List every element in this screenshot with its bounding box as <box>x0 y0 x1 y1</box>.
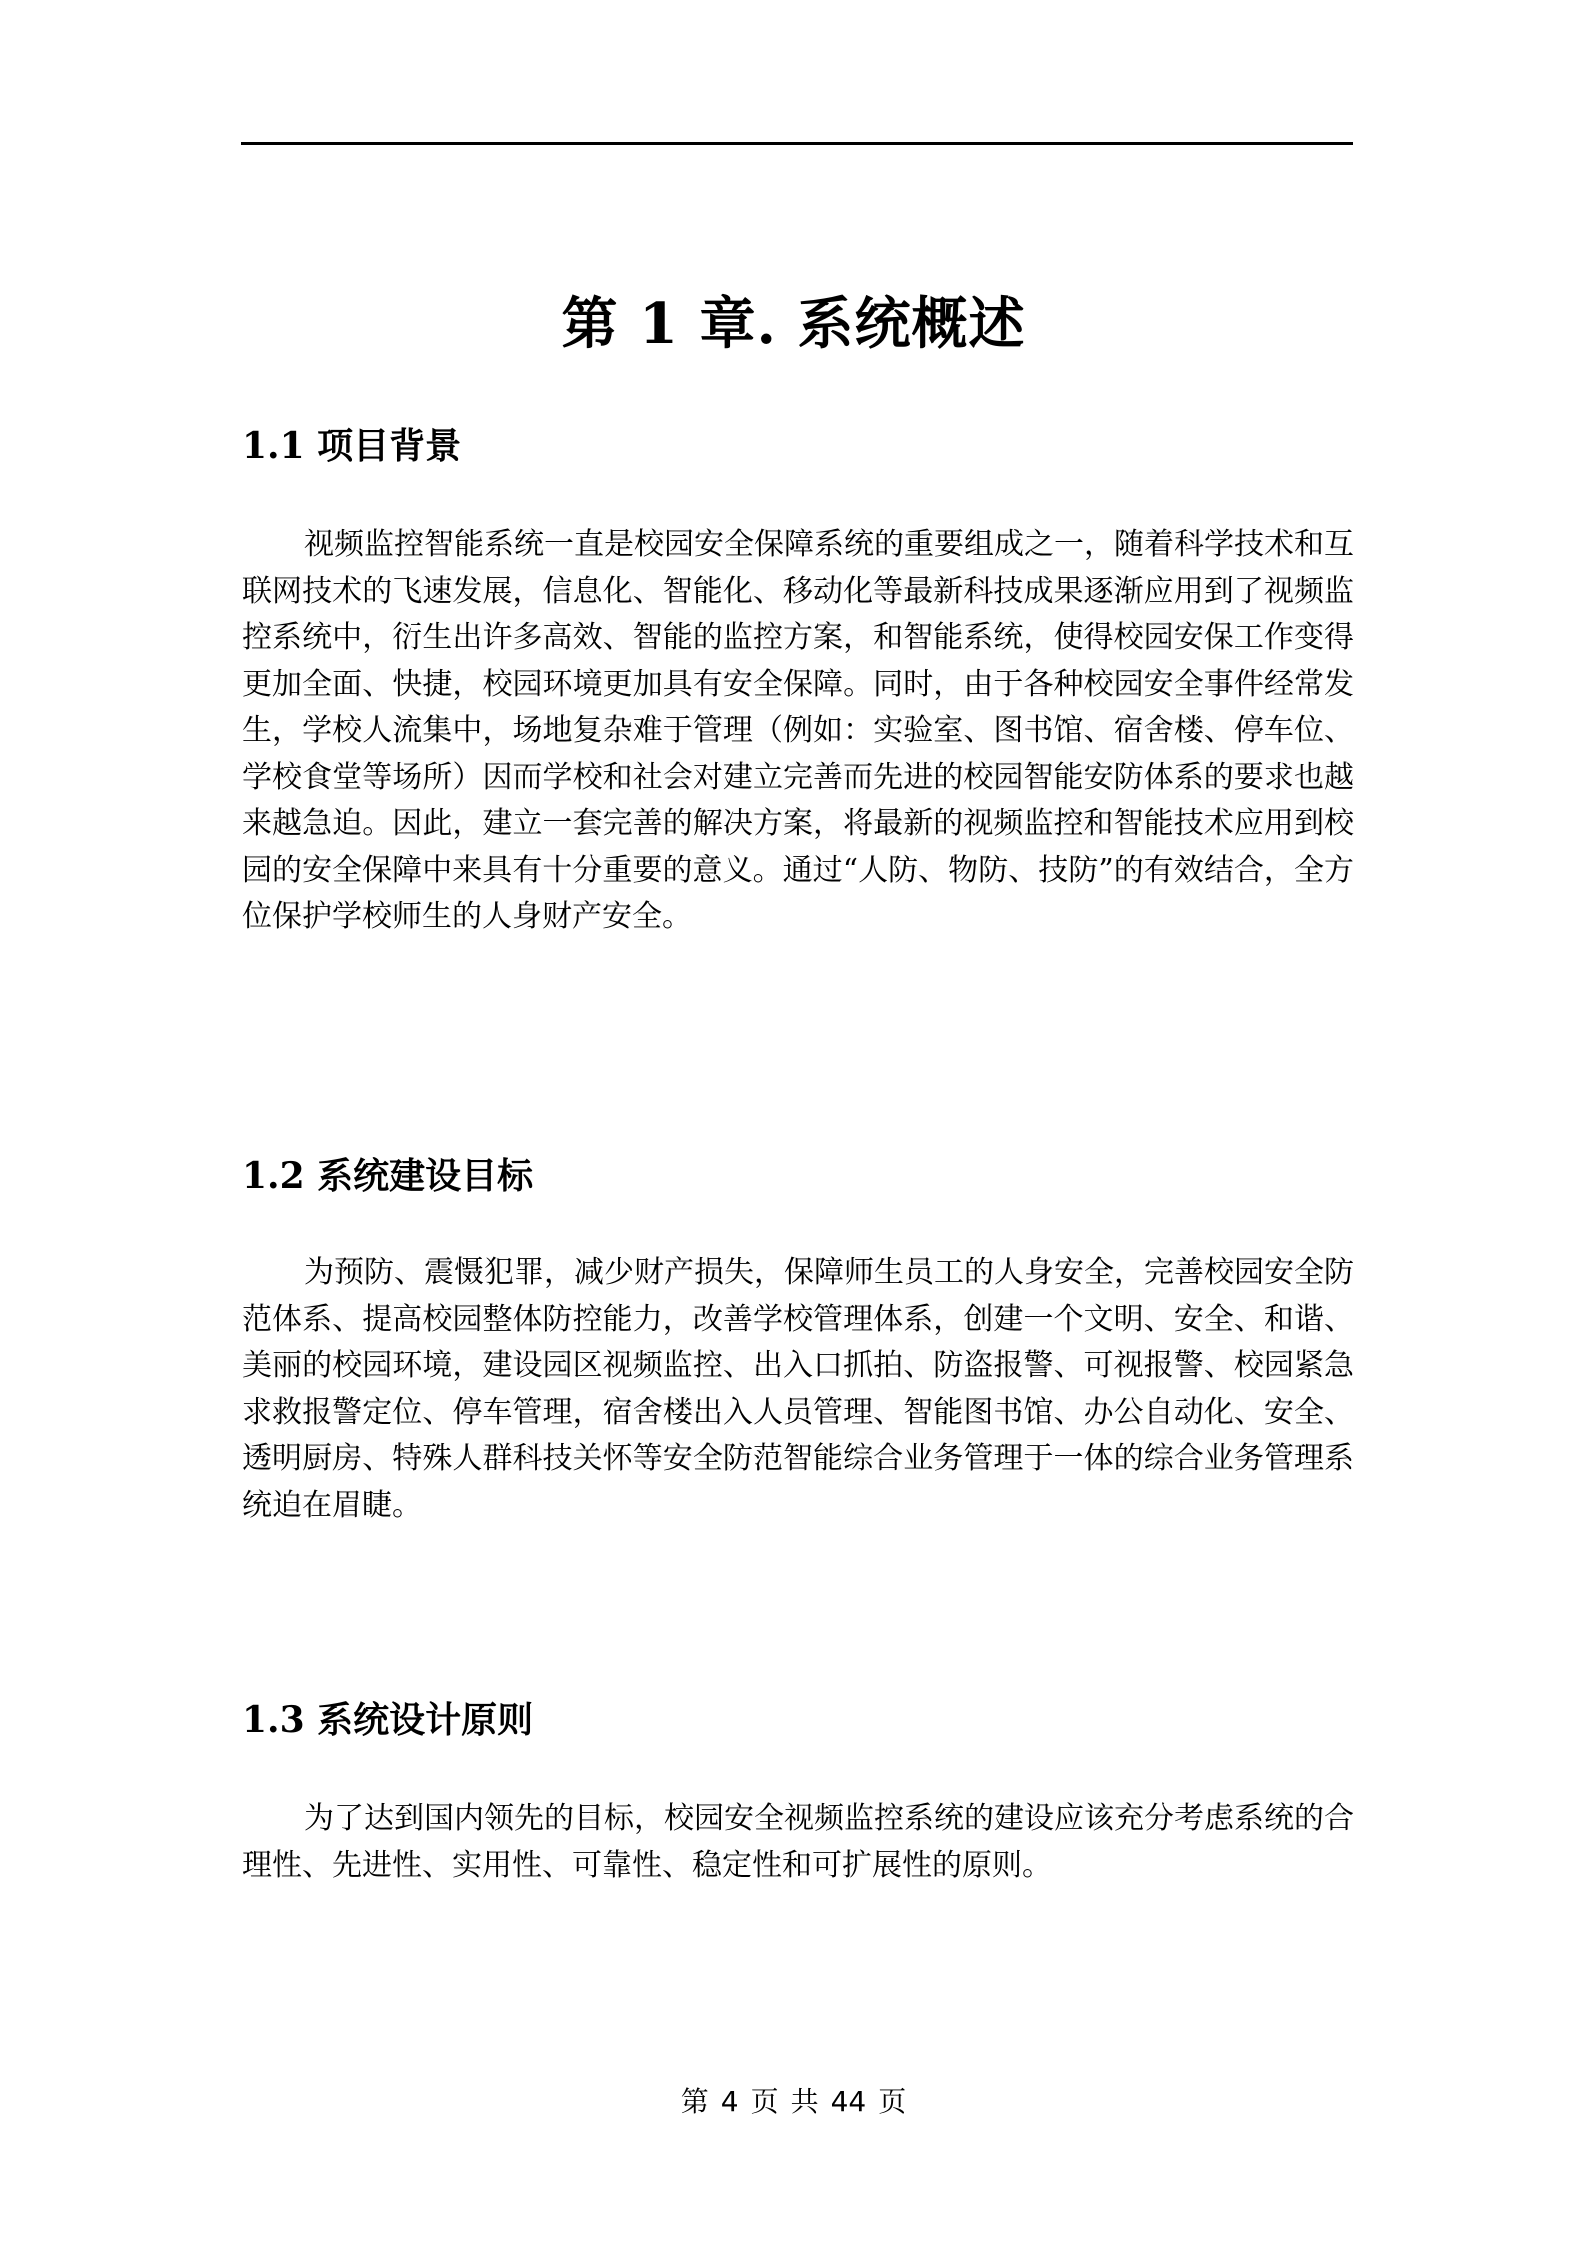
section-paragraph-1-1: 视频监控智能系统一直是校园安全保障系统的重要组成之一，随着科学技术和互联网技术的飞速发展，信息化、智能化、移动化等最新科技成果逐渐应用到了视频监控系统中，衍生出许多高效、智能的监控方案，和智能系统，使得校园安保工作变得更加全面、快捷，校园环境更加具有安全保障。同时，由于各种校园安全事件经常发生，学校人流集中，场地复杂难于管理（例如：实验室、图书馆、宿舍楼、停车位、学校食堂等场所）因而学校和社会对建立完善而先进的校园智能安防体系的要求也越来越急迫。因此，建立一套完善的解决方案，将最新的视频监控和智能技术应用到校园的安全保障中来具有十分重要的意义。通过“人防、物防、技防”的有效结合，全方位保护学校师生的人身财产安全。 <box>242 527 1354 934</box>
section-paragraph-1-2: 为预防、震慑犯罪，减少财产损失，保障师生员工的人身安全，完善校园安全防范体系、提高校园整体防控能力，改善学校管理体系，创建一个文明、安全、和谐、美丽的校园环境，建设园区视频监控、出入口抓拍、防盗报警、可视报警、校园紧急求救报警定位、停车管理，宿舍楼出入人员管理、智能图书馆、办公自动化、安全、透明厨房、特殊人群科技关怀等安全防范智能综合业务管理于一体的综合业务管理系统迫在眉睫。 <box>242 1255 1354 1523</box>
chapter-title: 第 1 章. 系统概述 <box>561 291 1026 357</box>
section-heading-1-2: 1.2 系统建设目标 <box>242 1155 534 1197</box>
section-paragraph-1-3: 为了达到国内领先的目标，校园安全视频监控系统的建设应该充分考虑系统的合理性、先进性、实用性、可靠性、稳定性和可扩展性的原则。 <box>242 1801 1354 1883</box>
current-page-number: 4 <box>720 2085 739 2118</box>
page-footer <box>0 2080 1587 2120</box>
section-heading-1-1: 1.1 项目背景 <box>242 425 462 467</box>
header-rule <box>241 142 1353 145</box>
footer-suffix: 页 <box>878 2085 907 2118</box>
section-heading-1-3: 1.3 系统设计原则 <box>242 1699 534 1741</box>
footer-prefix: 第 <box>680 2085 709 2118</box>
total-pages-number: 44 <box>830 2085 867 2118</box>
footer-page-word: 页 <box>750 2085 779 2118</box>
footer-total-prefix: 共 <box>790 2085 819 2118</box>
